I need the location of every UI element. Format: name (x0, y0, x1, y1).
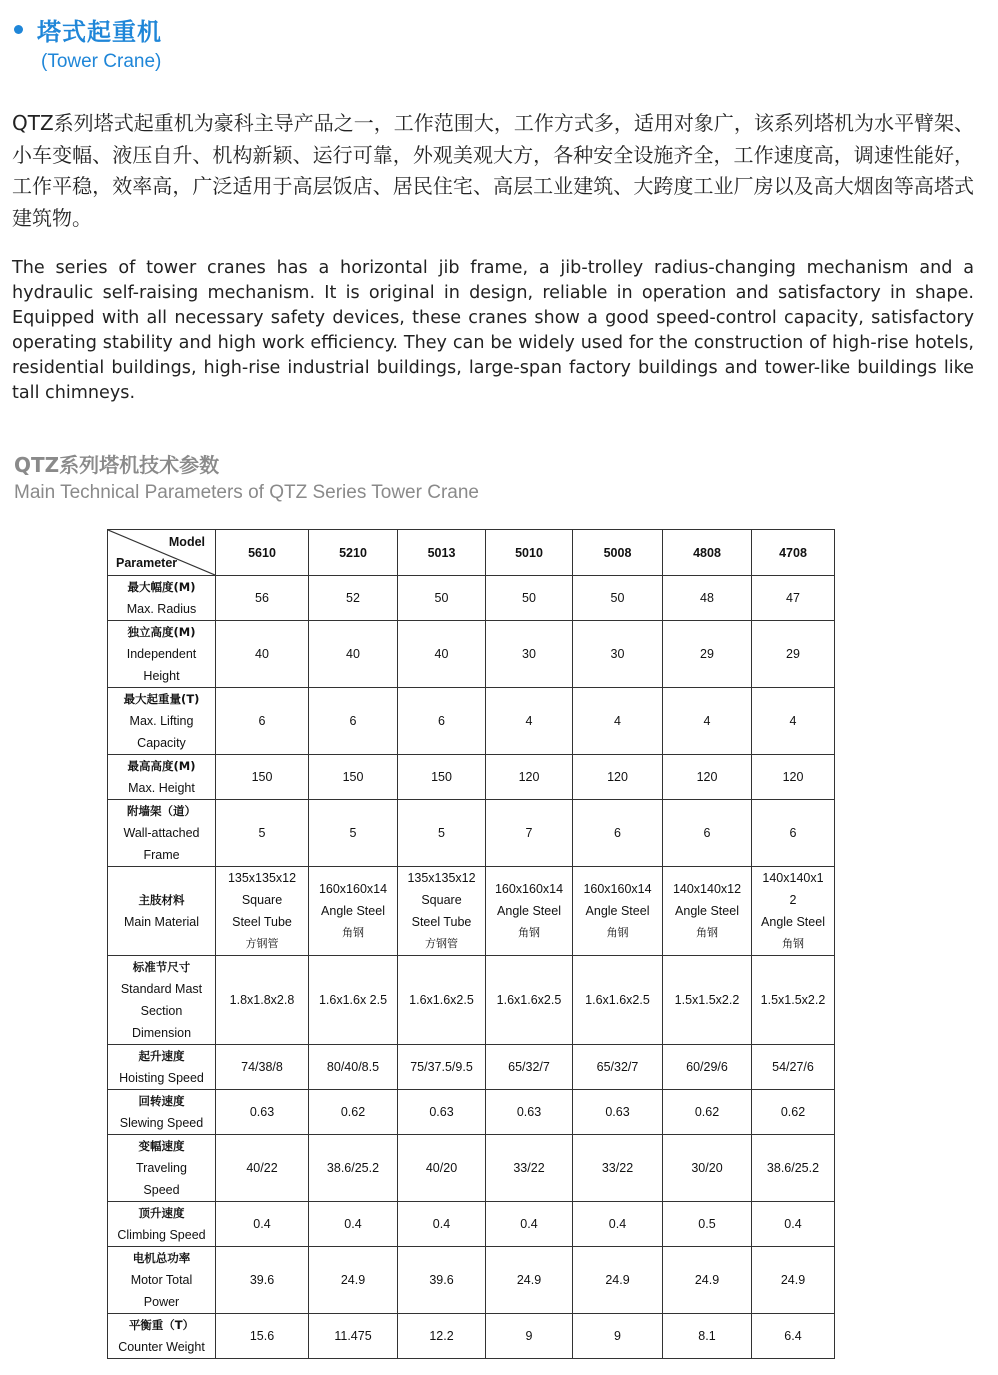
parameter-label-cell (108, 800, 216, 867)
section-title-cn: QTZ系列塔机技术参数 (14, 453, 220, 477)
value-cell (216, 1090, 309, 1135)
value-text: 0.4 (344, 1217, 362, 1231)
value-cell (216, 576, 309, 621)
model-header-cell: 5008 (573, 530, 663, 576)
parameter-label-en: Wall-attached (123, 826, 200, 840)
value-cell (398, 1090, 486, 1135)
value-cell (752, 688, 835, 755)
value-cell (486, 956, 573, 1045)
value-text: 0.4 (784, 1217, 802, 1231)
value-text: 0.62 (780, 1105, 806, 1119)
value-cell (752, 1090, 835, 1135)
value-cell (309, 867, 398, 956)
value-cell (398, 1135, 486, 1202)
value-cell (752, 621, 835, 688)
value-cell (573, 867, 663, 956)
value-text: 120 (518, 770, 540, 784)
parameter-label-cell (108, 1045, 216, 1090)
value-cell (573, 1135, 663, 1202)
value-cell (486, 755, 573, 800)
value-text: 40 (346, 647, 360, 661)
value-text: 24.9 (780, 1273, 806, 1287)
value-text: 140x140x12 (672, 882, 742, 896)
value-text: 150 (251, 770, 273, 784)
value-text: 5 (258, 826, 266, 840)
value-text: 6.4 (784, 1329, 802, 1343)
parameter-label-cn: 变幅速度 (138, 1139, 185, 1153)
parameter-label-cn: 起升速度 (138, 1049, 185, 1063)
table-row (108, 1045, 835, 1090)
bullet-icon (14, 25, 23, 34)
value-text: 0.4 (253, 1217, 271, 1231)
value-text: Angle Steel (675, 904, 739, 918)
model-header-cell: 5013 (398, 530, 486, 576)
value-cell (486, 621, 573, 688)
model-header-cell: 4708 (752, 530, 835, 576)
value-cell (486, 867, 573, 956)
value-text: 39.6 (249, 1273, 275, 1287)
value-text: 0.63 (516, 1105, 542, 1119)
value-text: 8.1 (698, 1329, 716, 1343)
value-cell (216, 1314, 309, 1359)
page-title-cn: 塔式起重机 (37, 18, 162, 46)
value-text: Angle Steel (585, 904, 650, 918)
parameter-label-en: Independent (126, 647, 197, 661)
table-row (108, 1314, 835, 1359)
parameter-label-en: Height (143, 669, 180, 683)
value-cell (752, 956, 835, 1045)
value-text: 50 (522, 591, 536, 605)
parameter-label-cell (108, 956, 216, 1045)
value-text: Angle Steel (497, 904, 561, 918)
value-cell (309, 1314, 398, 1359)
value-text: 75/37.5/9.5 (410, 1060, 473, 1074)
table-row (108, 621, 835, 688)
value-cell (216, 1045, 309, 1090)
parameter-label-en: Traveling (136, 1161, 187, 1175)
parameter-label-en: Motor Total (130, 1273, 193, 1287)
value-cell (663, 800, 752, 867)
value-cell (663, 1202, 752, 1247)
parameter-label-cell (108, 755, 216, 800)
value-text: 24.9 (340, 1273, 366, 1287)
value-cell (398, 621, 486, 688)
value-cell (309, 1045, 398, 1090)
parameter-label-cn: 最大幅度(M) (127, 580, 196, 594)
value-text: 50 (610, 591, 625, 605)
value-text: 120 (782, 770, 804, 784)
value-text: Steel Tube (232, 915, 292, 929)
value-cell (752, 1247, 835, 1314)
value-cell (216, 867, 309, 956)
value-text: 29 (700, 647, 714, 661)
parameter-label-en: Capacity (137, 736, 186, 750)
value-text: 24.9 (605, 1273, 630, 1287)
corner-model-label: Model (168, 535, 205, 549)
value-text: 1.5x1.5x2.2 (760, 993, 826, 1007)
value-cell (486, 1135, 573, 1202)
value-cell (309, 956, 398, 1045)
value-cell (752, 755, 835, 800)
value-cell (573, 688, 663, 755)
table-row (108, 1247, 835, 1314)
parameter-label-en: Main Material (123, 915, 200, 929)
value-cell (663, 867, 752, 956)
value-cell (752, 576, 835, 621)
value-text: 40 (434, 647, 449, 661)
value-text: 160x160x14 (318, 882, 388, 896)
value-cell (398, 576, 486, 621)
parameter-label-en: Dimension (131, 1026, 192, 1040)
table-row (108, 1090, 835, 1135)
value-text: 140x140x1 (762, 871, 824, 885)
parameter-label-cn: 电机总功率 (132, 1251, 191, 1265)
value-text: 0.5 (698, 1217, 716, 1231)
value-text: 6 (349, 714, 357, 728)
value-text: Square (241, 893, 283, 907)
value-text: 12.2 (429, 1329, 454, 1343)
value-cell (486, 1247, 573, 1314)
value-cell (663, 1314, 752, 1359)
value-cell (573, 576, 663, 621)
value-text: 0.4 (520, 1217, 538, 1231)
value-cell (663, 621, 752, 688)
value-text: 0.4 (608, 1217, 627, 1231)
value-text: 65/32/7 (508, 1060, 550, 1074)
value-cell (216, 800, 309, 867)
value-text: 角钢 (342, 926, 364, 939)
value-cell (573, 1045, 663, 1090)
parameter-label-cell (108, 1090, 216, 1135)
parameter-label-cell (108, 688, 216, 755)
parameter-label-cn: 回转速度 (138, 1094, 185, 1108)
table-row (108, 956, 835, 1045)
table-row (108, 1135, 835, 1202)
value-cell (573, 755, 663, 800)
parameter-label-en: Max. Height (128, 781, 195, 795)
parameter-label-cn: 附墙架（道） (127, 804, 196, 818)
value-cell (309, 1247, 398, 1314)
value-cell (216, 1135, 309, 1202)
value-cell (663, 956, 752, 1045)
value-text: 6 (438, 714, 445, 728)
value-text: 11.475 (334, 1329, 372, 1343)
parameter-label-cell (108, 867, 216, 956)
table-header-row (108, 530, 835, 576)
value-cell (663, 1045, 752, 1090)
value-text: 160x160x14 (494, 882, 564, 896)
page-title-en: (Tower Crane) (41, 51, 162, 72)
value-text: 65/32/7 (596, 1060, 639, 1074)
value-text: 1.6x1.6x2.5 (409, 993, 474, 1007)
value-cell (486, 1202, 573, 1247)
value-cell (486, 688, 573, 755)
value-cell (663, 1090, 752, 1135)
value-text: 7 (525, 826, 533, 840)
value-text: 52 (346, 591, 360, 605)
parameter-label-cn: 标准节尺寸 (132, 960, 191, 974)
value-text: 80/40/8.5 (326, 1060, 380, 1074)
value-cell (486, 1314, 573, 1359)
value-text: 33/22 (513, 1161, 545, 1175)
intro-paragraph-en: The series of tower cranes has a horizontal jib frame, a jib-trolley radius-changing mechanism and a hydraulic self-raising mechanism. It is original in design, reliable in operation and satisfactory in shape. Equipped with all necessary safety devices, these cranes show a good speed-control capacity, satisfactory operating stability and high work efficiency. They can be widely used for the construction of high-rise hotels, residential buildings, high-rise industrial buildings, large-span factory buildings and tower-like buildings like tall chimneys. (12, 258, 974, 403)
value-text: 40/20 (425, 1161, 458, 1175)
value-cell (309, 621, 398, 688)
value-cell (398, 1314, 486, 1359)
parameter-label-en: Hoisting Speed (119, 1071, 204, 1085)
value-cell (573, 956, 663, 1045)
value-text: 角钢 (606, 926, 629, 939)
value-text: 56 (255, 591, 269, 605)
intro-paragraph-cn: QTZ系列塔式起重机为豪科主导产品之一，工作范围大，工作方式多，适用对象广，该系列塔机为水平臂架、小车变幅、液压自升、机构新颖、运行可靠，外观美观大方，各种安全设施齐全，工作速度高，调速性能好，工作平稳，效率高，广泛适用于高层饭店、居民住宅、高层工业建筑、大跨度工业厂房以及高大烟囱等高塔式建筑物。 (12, 111, 974, 230)
value-cell (573, 621, 663, 688)
value-cell (309, 576, 398, 621)
parameter-label-en: Climbing Speed (117, 1228, 206, 1242)
value-cell (573, 1090, 663, 1135)
model-header-cell: 5010 (486, 530, 573, 576)
value-text: 方钢管 (425, 937, 458, 950)
value-text: 4 (525, 714, 533, 728)
value-cell (752, 800, 835, 867)
value-cell (573, 1314, 663, 1359)
value-cell (486, 576, 573, 621)
value-text: 0.62 (694, 1105, 720, 1119)
parameter-label-cn: 最高高度(M) (127, 759, 196, 773)
value-text: 0.62 (340, 1105, 366, 1119)
page-header (12, 12, 162, 73)
value-text: 50 (434, 591, 449, 605)
value-cell (309, 755, 398, 800)
value-text: 30 (522, 647, 536, 661)
value-cell (398, 1202, 486, 1247)
value-text: 150 (342, 770, 364, 784)
value-text: 29 (786, 647, 800, 661)
value-text: 40 (255, 647, 269, 661)
value-cell (573, 800, 663, 867)
value-cell (663, 755, 752, 800)
value-text: 1.5x1.5x2.2 (674, 993, 740, 1007)
value-text: 2 (789, 893, 797, 907)
value-text: 6 (789, 826, 797, 840)
value-text: 38.6/25.2 (766, 1161, 820, 1175)
value-text: 0.4 (432, 1217, 451, 1231)
value-text: 0.63 (249, 1105, 275, 1119)
value-text: 方钢管 (245, 937, 279, 950)
value-text: 1.8x1.8x2.8 (229, 993, 295, 1007)
table-row (108, 1202, 835, 1247)
table-row (108, 755, 835, 800)
value-cell (216, 1247, 309, 1314)
value-cell (398, 956, 486, 1045)
parameter-label-en: Frame (143, 848, 180, 862)
section-title-en: Main Technical Parameters of QTZ Series Tower Crane (14, 482, 479, 503)
value-cell (309, 800, 398, 867)
value-text: Angle Steel (761, 915, 825, 929)
title-row (12, 12, 162, 47)
value-cell (216, 956, 309, 1045)
value-text: 47 (786, 591, 800, 605)
value-text: 30/20 (691, 1161, 723, 1175)
value-text: 角钢 (782, 937, 804, 950)
parameter-label-en: Power (143, 1295, 180, 1309)
value-cell (398, 688, 486, 755)
value-text: Angle Steel (321, 904, 385, 918)
value-cell (752, 1135, 835, 1202)
value-cell (216, 688, 309, 755)
value-text: 24.9 (516, 1273, 542, 1287)
value-text: 74/38/8 (241, 1060, 283, 1074)
parameter-label-en: Slewing Speed (119, 1116, 204, 1130)
value-cell (752, 867, 835, 956)
value-text: 角钢 (518, 926, 540, 939)
value-text: 39.6 (429, 1273, 454, 1287)
value-cell (663, 1247, 752, 1314)
value-cell (486, 1045, 573, 1090)
value-text: 60/29/6 (686, 1060, 728, 1074)
parameter-label-en: Max. Radius (126, 602, 197, 616)
value-cell (309, 1135, 398, 1202)
parameter-label-en: Section (140, 1004, 183, 1018)
corner-parameter-label: Parameter (116, 556, 178, 570)
value-cell (486, 800, 573, 867)
table-row (108, 867, 835, 956)
value-text: 150 (431, 770, 452, 784)
value-text: 48 (700, 591, 714, 605)
value-text: 5 (438, 826, 445, 840)
value-cell (663, 576, 752, 621)
value-cell (752, 1045, 835, 1090)
parameters-table (107, 529, 835, 1359)
parameter-label-cn: 最大起重量(T) (123, 692, 200, 706)
model-header-cell: 5210 (309, 530, 398, 576)
parameter-label-cell (108, 621, 216, 688)
value-text: 9 (525, 1329, 533, 1343)
value-cell (663, 688, 752, 755)
value-text: 5 (349, 826, 357, 840)
parameter-label-cn: 独立高度(M) (127, 625, 196, 639)
parameter-label-en: Max. Lifting (129, 714, 194, 728)
value-text: 40/22 (246, 1161, 278, 1175)
parameter-label-cell (108, 1247, 216, 1314)
value-text: Steel Tube (411, 915, 472, 929)
value-text: 4 (789, 714, 797, 728)
value-text: 15.6 (249, 1329, 275, 1343)
parameter-label-cell (108, 1202, 216, 1247)
table-row (108, 688, 835, 755)
value-text: 1.6x1.6x2.5 (496, 993, 562, 1007)
value-text: 4 (614, 714, 621, 728)
value-text: 33/22 (601, 1161, 634, 1175)
value-cell (573, 1202, 663, 1247)
parameter-label-en: Counter Weight (118, 1340, 205, 1354)
table-row (108, 800, 835, 867)
parameter-label-cell (108, 576, 216, 621)
value-text: 135x135x12 (227, 871, 297, 885)
value-cell (398, 1247, 486, 1314)
value-text: 54/27/6 (772, 1060, 814, 1074)
parameter-label-en: Standard Mast (120, 982, 203, 996)
value-text: 120 (607, 770, 628, 784)
parameter-label-cn: 平衡重（T） (128, 1318, 195, 1332)
value-text: 6 (703, 826, 711, 840)
value-text: 6 (258, 714, 266, 728)
value-text: 120 (696, 770, 718, 784)
model-header-cell: 4808 (663, 530, 752, 576)
value-text: 38.6/25.2 (326, 1161, 380, 1175)
value-cell (752, 1202, 835, 1247)
value-text: 160x160x14 (583, 882, 652, 896)
value-cell (216, 755, 309, 800)
value-text: 1.6x1.6x 2.5 (318, 993, 388, 1007)
value-cell (398, 800, 486, 867)
value-text: 1.6x1.6x2.5 (585, 993, 650, 1007)
parameter-label-cn: 顶升速度 (138, 1206, 185, 1220)
value-text: 24.9 (694, 1273, 720, 1287)
value-cell (663, 1135, 752, 1202)
parameter-label-cn: 主肢材料 (138, 893, 185, 907)
value-cell (398, 1045, 486, 1090)
value-cell (309, 1202, 398, 1247)
parameter-label-cell (108, 1135, 216, 1202)
corner-cell (108, 530, 216, 576)
model-header-cell: 5610 (216, 530, 309, 576)
value-text: Square (421, 893, 462, 907)
value-text: 4 (703, 714, 711, 728)
value-cell (486, 1090, 573, 1135)
value-text: 0.63 (605, 1105, 630, 1119)
parameter-label-cell (108, 1314, 216, 1359)
parameters-table-body (108, 530, 835, 1359)
value-cell (573, 1247, 663, 1314)
value-text: 角钢 (696, 926, 718, 939)
value-cell (309, 1090, 398, 1135)
value-cell (398, 755, 486, 800)
value-cell (216, 1202, 309, 1247)
value-cell (216, 621, 309, 688)
value-text: 6 (614, 826, 621, 840)
value-cell (309, 688, 398, 755)
value-cell (752, 1314, 835, 1359)
value-text: 30 (610, 647, 625, 661)
value-cell (398, 867, 486, 956)
parameter-label-en: Speed (143, 1183, 180, 1197)
value-text: 0.63 (429, 1105, 454, 1119)
table-row (108, 576, 835, 621)
value-text: 135x135x12 (407, 871, 476, 885)
value-text: 9 (614, 1329, 621, 1343)
